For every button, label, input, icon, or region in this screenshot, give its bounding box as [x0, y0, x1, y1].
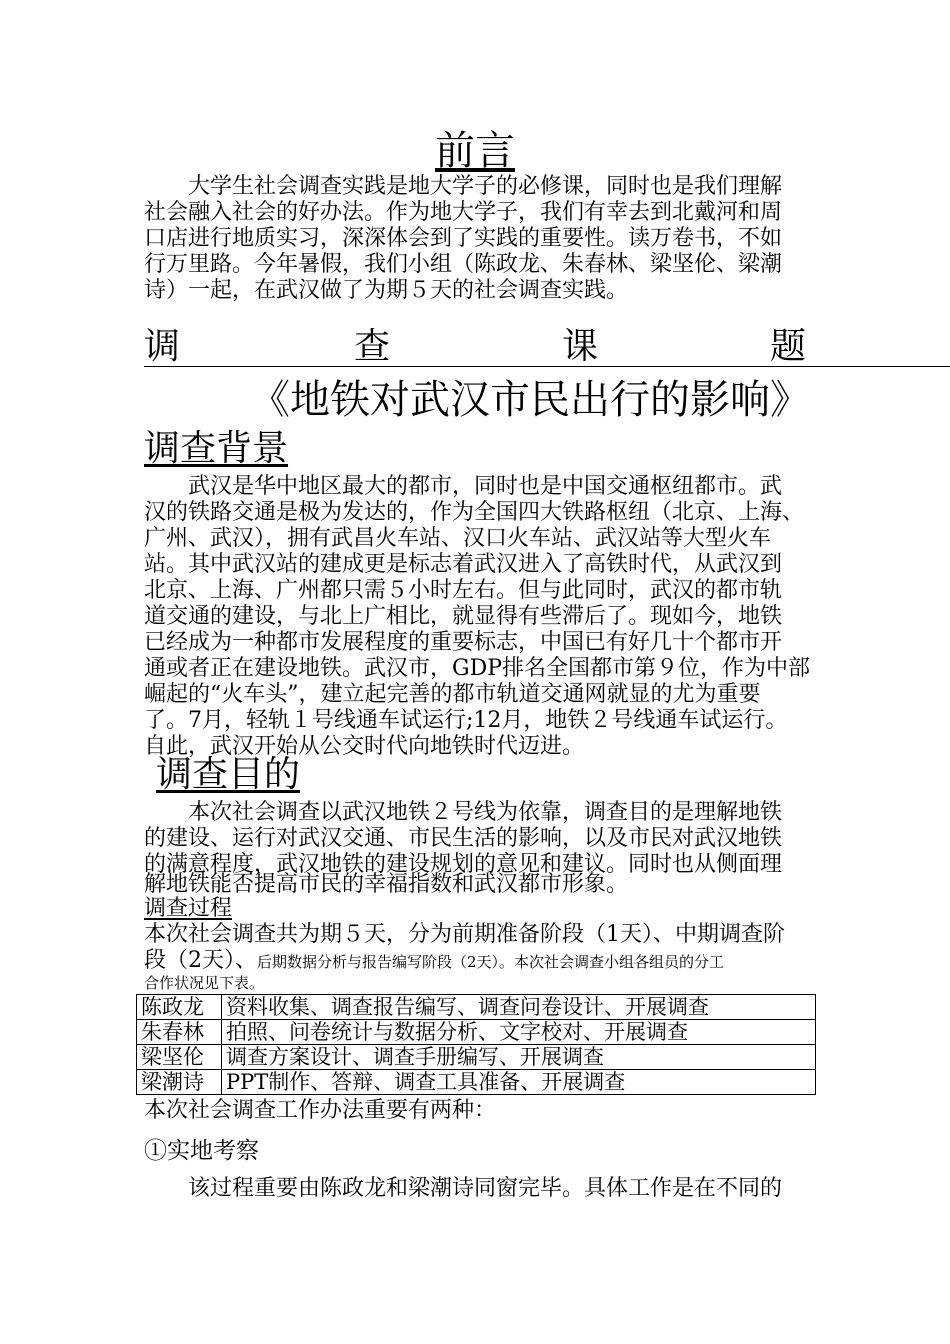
paragraph-line: 站。其中武汉站的建成更是标志着武汉进入了高铁时代，从武汉到	[144, 552, 783, 577]
paragraph-line: 诗）一起，在武汉做了为期５天的社会调查实践。	[144, 278, 629, 303]
member-name: 陈政龙	[137, 995, 222, 1020]
process-line	[144, 948, 724, 975]
paragraph-line: 解地铁能否提高市民的幸福指数和武汉都市形象。	[144, 872, 629, 897]
member-name: 朱春林	[137, 1020, 222, 1045]
member-name: 梁潮诗	[137, 1070, 222, 1095]
paragraph-line: 本次社会调查以武汉地铁２号线为依靠，调查目的是理解地铁	[188, 800, 783, 825]
member-duties: PPT制作、答辩、调查工具准备、开展调查	[222, 1070, 816, 1095]
process-line-small-text: 后期数据分析与报告编写阶段（2天）。本次社会调查小组各组员的分工	[257, 953, 725, 971]
member-duties: 资料收集、调查报告编写、调查问卷设计、开展调查	[222, 995, 816, 1020]
topic-label	[144, 328, 950, 367]
topic-label-char: 课	[562, 326, 599, 367]
process-line-large-text: 段（2天）、	[144, 948, 257, 973]
table-row	[137, 1045, 816, 1070]
preface-title: 前言	[435, 128, 515, 174]
topic-label-char: 调	[144, 326, 181, 367]
paragraph-line: 该过程重要由陈政龙和梁潮诗同窗完毕。具体工作是在不同的	[188, 1176, 783, 1201]
paragraph-line: 的满意程度，武汉地铁的建设规划的意见和建议。同时也从侧面理	[144, 852, 783, 877]
process-heading: 调查过程	[144, 896, 233, 921]
table-row	[137, 1070, 816, 1095]
table-row	[137, 995, 816, 1020]
paragraph-line: 已经成为一种都市发展程度的重要标志，中国已有好几十个都市开	[144, 630, 783, 655]
paragraph-line: 口店进行地质实习，深深体会到了实践的重要性。读万卷书，不如	[144, 226, 783, 251]
methods-intro: 本次社会调查工作办法重要有两种：	[144, 1098, 497, 1123]
paragraph-line: 社会融入社会的好办法。作为地大学子，我们有幸去到北戴河和周	[144, 200, 783, 225]
paragraph-line: 的建设、运行对武汉交通、市民生活的影响，以及市民对武汉地铁	[144, 826, 783, 851]
paragraph-line: 汉的铁路交通是极为发达的，作为全国四大铁路枢纽（北京、上海、	[144, 500, 805, 525]
topic-label-char: 题	[770, 326, 807, 367]
paragraph-line: 道交通的建设，与北上广相比，就显得有些滞后了。现如今，地铁	[144, 604, 783, 629]
division-of-labor-table	[136, 994, 816, 1095]
paragraph-line: 了。7月，轻轨１号线通车试运行;12月，地铁２号线通车试运行。	[144, 708, 788, 733]
topic-title: 《地铁对武汉市民出行的影响》	[250, 377, 810, 423]
process-line: 合作状况见下表。	[144, 974, 265, 992]
member-name: 梁坚伦	[137, 1045, 222, 1070]
paragraph-line: 武汉是华中地区最大的都市，同时也是中国交通枢纽都市。武	[188, 474, 783, 499]
paragraph-line: 广州、武汉），拥有武昌火车站、汉口火车站、武汉站等大型火车	[144, 526, 772, 551]
paragraph-line: 通或者正在建设地铁。武汉市，GDP排名全国都市第９位，作为中部	[144, 656, 811, 681]
paragraph-line: 行万里路。今年暑假，我们小组（陈政龙、朱春林、梁坚伦、梁潮	[144, 252, 783, 277]
topic-label-char: 查	[354, 326, 391, 367]
paragraph-line: 北京、上海、广州都只需５小时左右。但与此同时，武汉的都市轨	[144, 578, 783, 603]
member-duties: 调查方案设计、调查手册编写、开展调查	[222, 1045, 816, 1070]
paragraph-line: 自此，武汉开始从公交时代向地铁时代迈进。	[144, 734, 585, 759]
process-line: 本次社会调查共为期５天，分为前期准备阶段（1天）、中期调查阶	[144, 922, 785, 947]
method-heading: ①实地考察	[144, 1138, 259, 1164]
paragraph-line: 大学生社会调查实践是地大学子的必修课，同时也是我们理解	[188, 174, 783, 199]
purpose-heading: 调查目的	[156, 754, 301, 795]
background-heading: 调查背景	[144, 428, 289, 469]
paragraph-line: 崛起的“火车头”，建立起完善的都市轨道交通网就显的尤为重要	[144, 682, 761, 707]
table-row	[137, 1020, 816, 1045]
member-duties: 拍照、问卷统计与数据分析、文字校对、开展调查	[222, 1020, 816, 1045]
